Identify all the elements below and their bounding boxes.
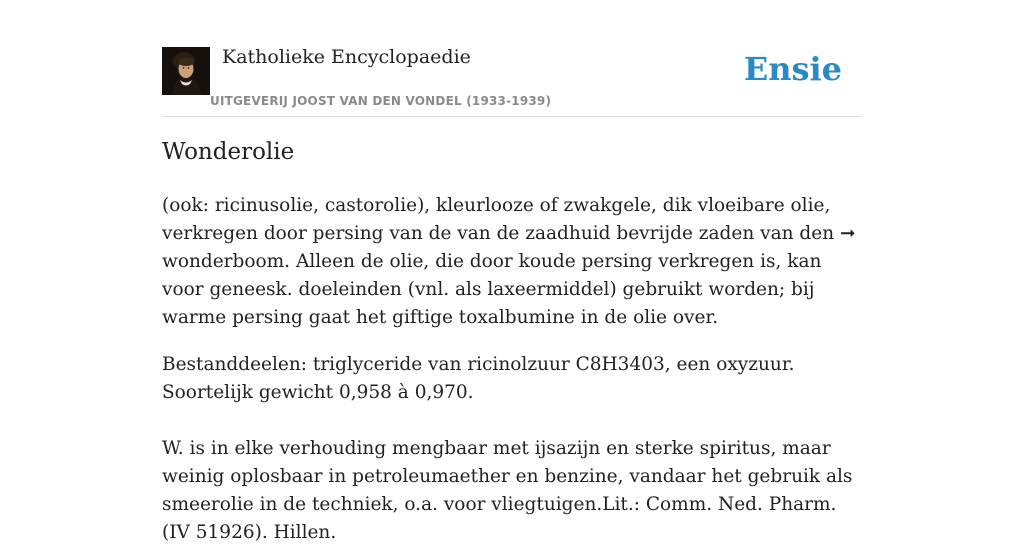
cross-reference-link[interactable]: ➞ wonderboom. xyxy=(162,223,856,272)
article-paragraph: W. is in elke verhouding mengbaar met ijsazijn en sterke spiritus, maar weinig oplosbaar in petroleumaether en benzine, vandaar het gebruik als smeerolie in de techniek, o.a. voor vliegtuigen.Lit.: Comm. Ned. Pharm. (IV 51926). Hillen. xyxy=(162,438,853,543)
publisher-label: UITGEVERIJ JOOST VAN DEN VONDEL (1933-1939) xyxy=(210,94,552,108)
source-title[interactable]: Katholieke Encyclopaedie xyxy=(222,46,471,68)
source-header xyxy=(162,40,862,117)
portrait-avatar[interactable] xyxy=(162,47,210,95)
paragraph-text: Alleen de olie, die door koude persing verkregen is, kan voor geneesk. doeleinden (vnl. als laxeermiddel) gebruikt worden; bij warme persing gaat het giftige toxalbumine in de olie over. xyxy=(162,251,822,328)
article-title: Wonderolie xyxy=(162,139,295,165)
article-paragraph: Bestanddeelen: triglyceride van ricinolzuur C8H3403, een oxyzuur. Soortelijk gewicht 0,958 à 0,970. xyxy=(162,354,795,403)
paragraph-text: (ook: ricinusolie, castorolie), kleurlooze of zwakgele, dik vloeibare olie, verkregen door persing van de van de zaadhuid bevrijde zaden van den xyxy=(162,195,841,244)
article-paragraph xyxy=(162,192,867,332)
article-body xyxy=(162,192,867,547)
portrait-icon xyxy=(162,47,210,95)
ensie-logo[interactable]: Ensie xyxy=(743,50,842,88)
